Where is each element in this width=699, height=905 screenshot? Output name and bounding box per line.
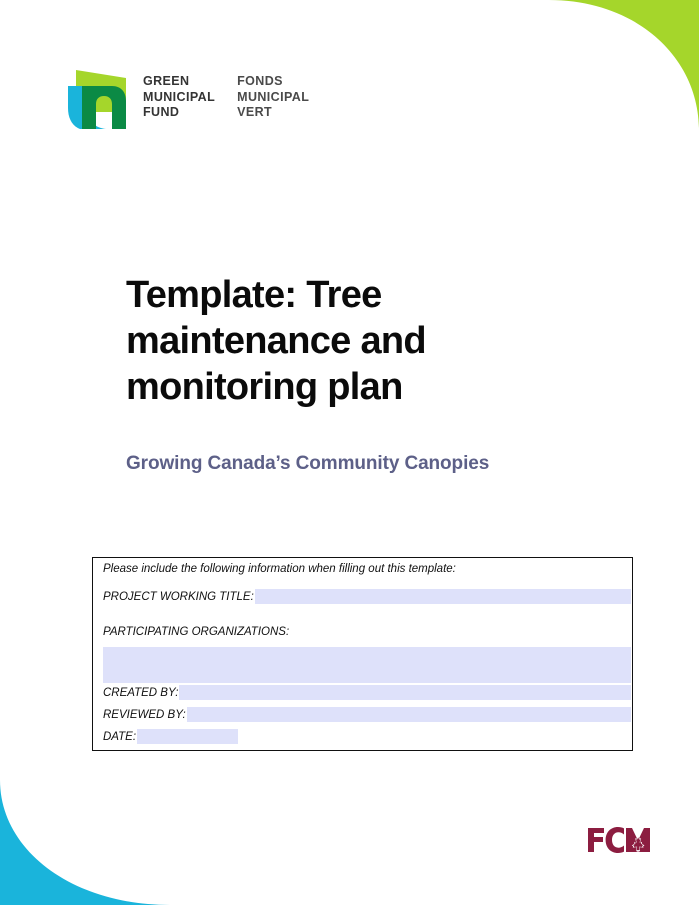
reviewed-by-input[interactable] [187,707,631,722]
project-working-title-input[interactable] [255,589,631,604]
gmf-fr-line-3: VERT [237,105,273,119]
gmf-logo [68,68,309,132]
reviewed-by-label: REVIEWED BY: [103,708,186,721]
created-by-label: CREATED BY: [103,686,179,699]
date-label: DATE: [103,730,137,743]
field-row-reviewed-by [103,707,631,722]
gmf-wordmark-english [143,74,215,121]
title-area [126,272,566,476]
title-line-2: maintenance and [126,320,426,362]
participating-organizations-label: PARTICIPATING ORGANIZATIONS: [103,626,290,638]
gmf-en-line-2: MUNICIPAL [143,89,216,104]
gmf-arch-mark-icon [68,68,130,132]
page-title [126,272,566,410]
participating-organizations-input[interactable] [103,647,631,683]
gmf-fr-line-1: FONDS [237,74,283,88]
created-by-input[interactable] [179,685,631,700]
gmf-en-line-1: GREEN [143,74,190,88]
field-row-created-by [103,685,631,700]
project-working-title-label: PROJECT WORKING TITLE: [103,590,254,603]
date-input[interactable] [137,729,238,744]
corner-decoration-cyan [0,780,170,905]
gmf-fr-line-2: MUNICIPAL [237,89,310,104]
page-subtitle: Growing Canada’s Community Canopies [126,453,490,474]
field-row-date [103,729,631,744]
form-instruction-note: Please include the following information when filling out this template: [103,563,456,575]
title-line-1: Template: Tree [126,274,382,316]
gmf-wordmark-french [237,74,309,121]
gmf-logo-wordmark [143,68,309,121]
template-info-form [92,557,633,751]
corner-decoration-green [549,0,699,130]
fcm-logo [588,827,650,853]
gmf-en-line-3: FUND [143,105,180,119]
field-row-project-working-title [103,589,631,604]
title-line-3: monitoring plan [126,366,403,408]
